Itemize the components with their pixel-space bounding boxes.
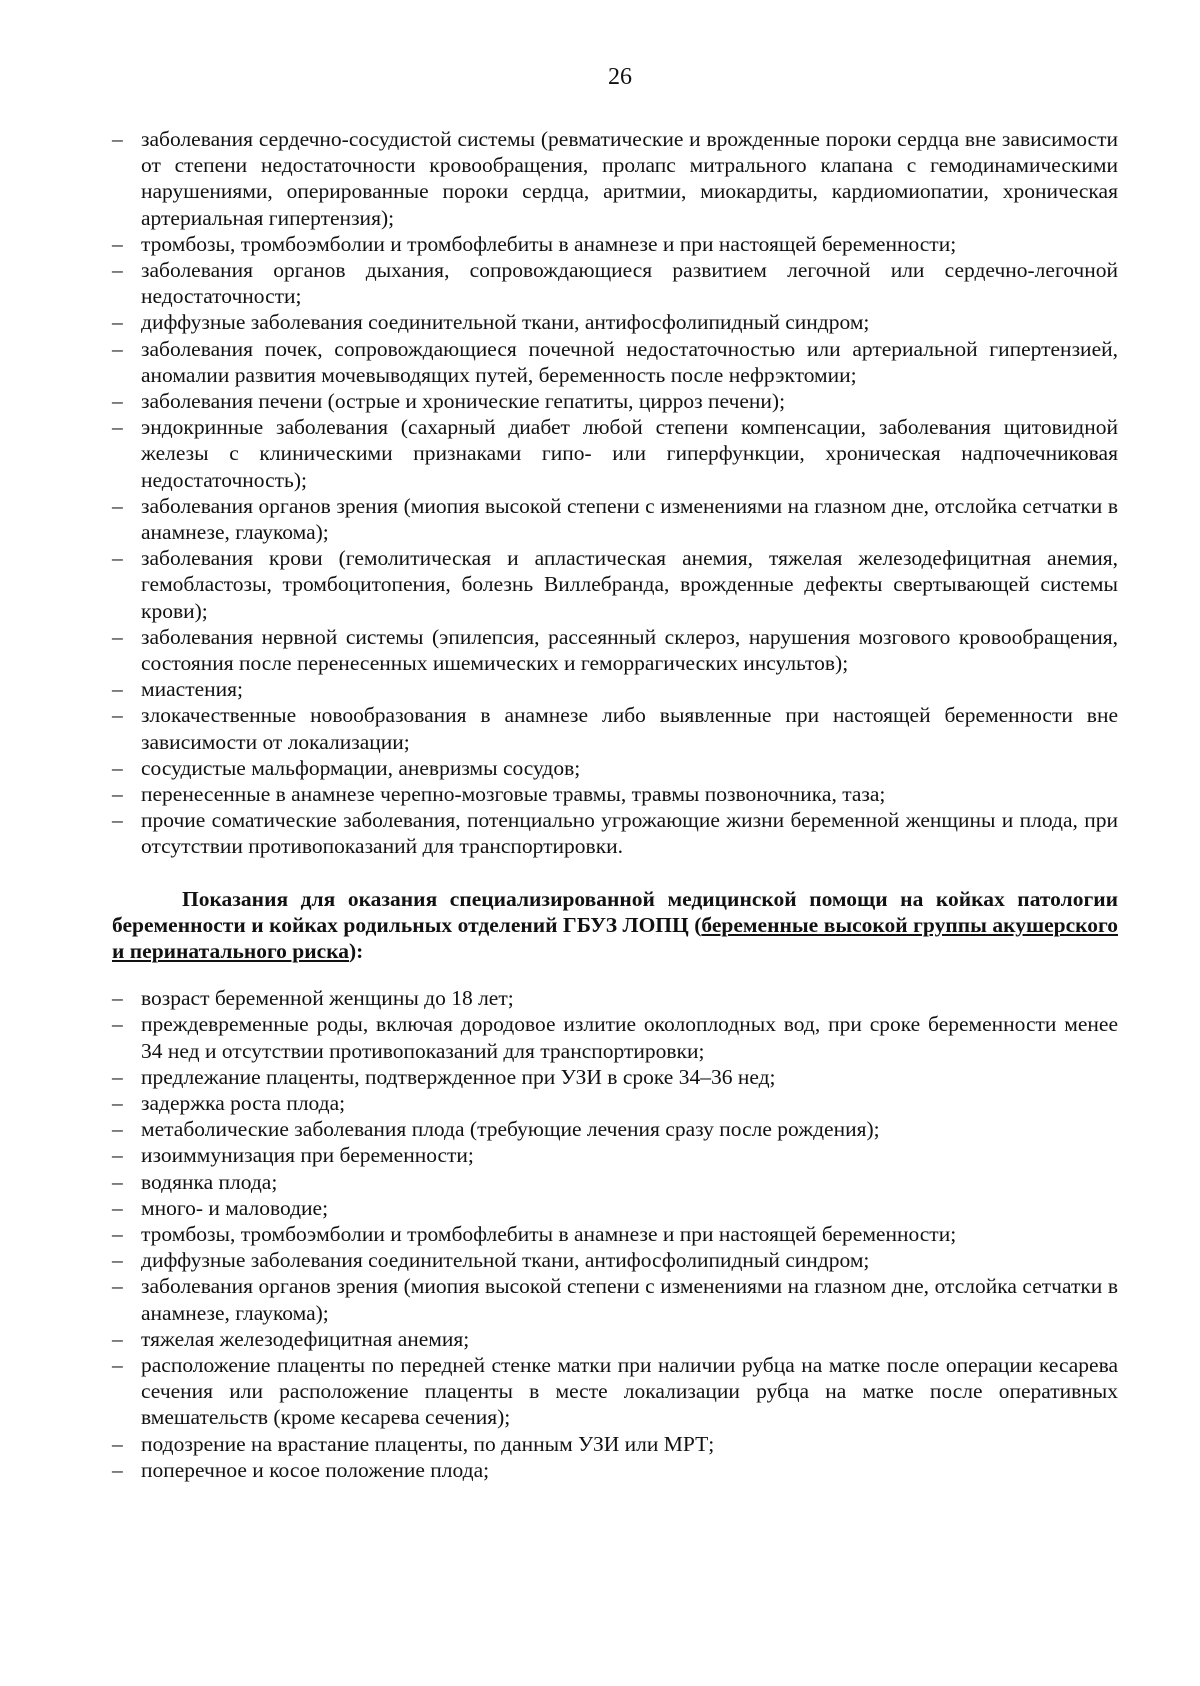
list-item: – заболевания органов зрения (миопия высокой степени с изменениями на глазном дне, отслойка сетчатки в анамнезе, глаукома); <box>112 1273 1118 1325</box>
list-item: – тромбозы, тромбоэмболии и тромбофлебиты в анамнезе и при настоящей беременности; <box>112 231 1118 257</box>
list-item: – злокачественные новообразования в анамнезе либо выявленные при настоящей беременности вне зависимости от локализации; <box>112 702 1118 754</box>
heading-tail: ): <box>349 938 364 963</box>
list-item: – тромбозы, тромбоэмболии и тромбофлебиты в анамнезе и при настоящей беременности; <box>112 1221 1118 1247</box>
list-item: – заболевания органов зрения (миопия высокой степени с изменениями на глазном дне, отслойка сетчатки в анамнезе, глаукома); <box>112 493 1118 545</box>
list-item: – подозрение на врастание плаценты, по данным УЗИ или МРТ; <box>112 1431 1118 1457</box>
list-item: – сосудистые мальформации, аневризмы сосудов; <box>112 755 1118 781</box>
page-number: 26 <box>608 64 632 90</box>
list-item: – эндокринные заболевания (сахарный диабет любой степени компенсации, заболевания щитовидной железы с клиническими признаками гипо- или гиперфункции, хроническая надпочечниковая недостаточность); <box>112 414 1118 493</box>
list-item: – заболевания органов дыхания, сопровождающиеся развитием легочной или сердечно-легочной недостаточности; <box>112 257 1118 309</box>
conditions-list-2 <box>112 985 1118 1483</box>
list-item: – диффузные заболевания соединительной ткани, антифосфолипидный синдром; <box>112 309 1118 335</box>
list-item: – заболевания нервной системы (эпилепсия, рассеянный склероз, нарушения мозгового кровообращения, состояния после перенесенных ишемических и геморрагических инсультов); <box>112 624 1118 676</box>
list-item: – заболевания почек, сопровождающиеся почечной недостаточностью или артериальной гипертензией, аномалии развития мочевыводящих путей, беременность после нефрэктомии; <box>112 336 1118 388</box>
list-item: – заболевания сердечно-сосудистой системы (ревматические и врожденные пороки сердца вне зависимости от степени недостаточности кровообращения, пролапс митрального клапана с гемодинамическими нарушениями, оперированные пороки сердца, аритмии, миокардиты, кардиомиопатии, хроническая артериальная гипертензия); <box>112 126 1118 231</box>
list-item: – предлежание плаценты, подтвержденное при УЗИ в сроке 34–36 нед; <box>112 1064 1118 1090</box>
list-item: – прочие соматические заболевания, потенциально угрожающие жизни беременной женщины и плода, при отсутствии противопоказаний для транспортировки. <box>112 807 1118 859</box>
list-item: – заболевания крови (гемолитическая и апластическая анемия, тяжелая железодефицитная анемия, гемобластозы, тромбоцитопения, болезнь Виллебранда, врожденные дефекты свертывающей системы крови); <box>112 545 1118 624</box>
list-item: – поперечное и косое положение плода; <box>112 1457 1118 1483</box>
list-item: – изоиммунизация при беременности; <box>112 1142 1118 1168</box>
heading-main: Показания для оказания специализированной медицинской помощи на койках патологии беременности и койках родильных отделений ГБУЗ ЛОПЦ ( <box>112 886 1118 937</box>
list-item: – много- и маловодие; <box>112 1195 1118 1221</box>
conditions-list-1 <box>112 126 1118 860</box>
list-item: – преждевременные роды, включая дородовое излитие околоплодных вод, при сроке беременности менее 34 нед и отсутствии противопоказаний для транспортировки; <box>112 1011 1118 1063</box>
list-item: – расположение плаценты по передней стенке матки при наличии рубца на матке после операции кесарева сечения или расположение плаценты в месте локализации рубца на матке после оперативных вмешательств (кроме кесарева сечения); <box>112 1352 1118 1431</box>
list-item: – задержка роста плода; <box>112 1090 1118 1116</box>
list-item: – диффузные заболевания соединительной ткани, антифосфолипидный синдром; <box>112 1247 1118 1273</box>
list-item: – метаболические заболевания плода (требующие лечения сразу после рождения); <box>112 1116 1118 1142</box>
list-item: – возраст беременной женщины до 18 лет; <box>112 985 1118 1011</box>
list-item: – водянка плода; <box>112 1169 1118 1195</box>
heading-underlined: беременные высокой группы акушерского и перинатального риска <box>112 912 1119 963</box>
list-item: – заболевания печени (острые и хронические гепатиты, цирроз печени); <box>112 388 1118 414</box>
list-item: – миастения; <box>112 676 1118 702</box>
list-item: – перенесенные в анамнезе черепно-мозговые травмы, травмы позвоночника, таза; <box>112 781 1118 807</box>
section-heading <box>112 886 1118 964</box>
list-item: – тяжелая железодефицитная анемия; <box>112 1326 1118 1352</box>
document-body <box>112 126 1118 1483</box>
